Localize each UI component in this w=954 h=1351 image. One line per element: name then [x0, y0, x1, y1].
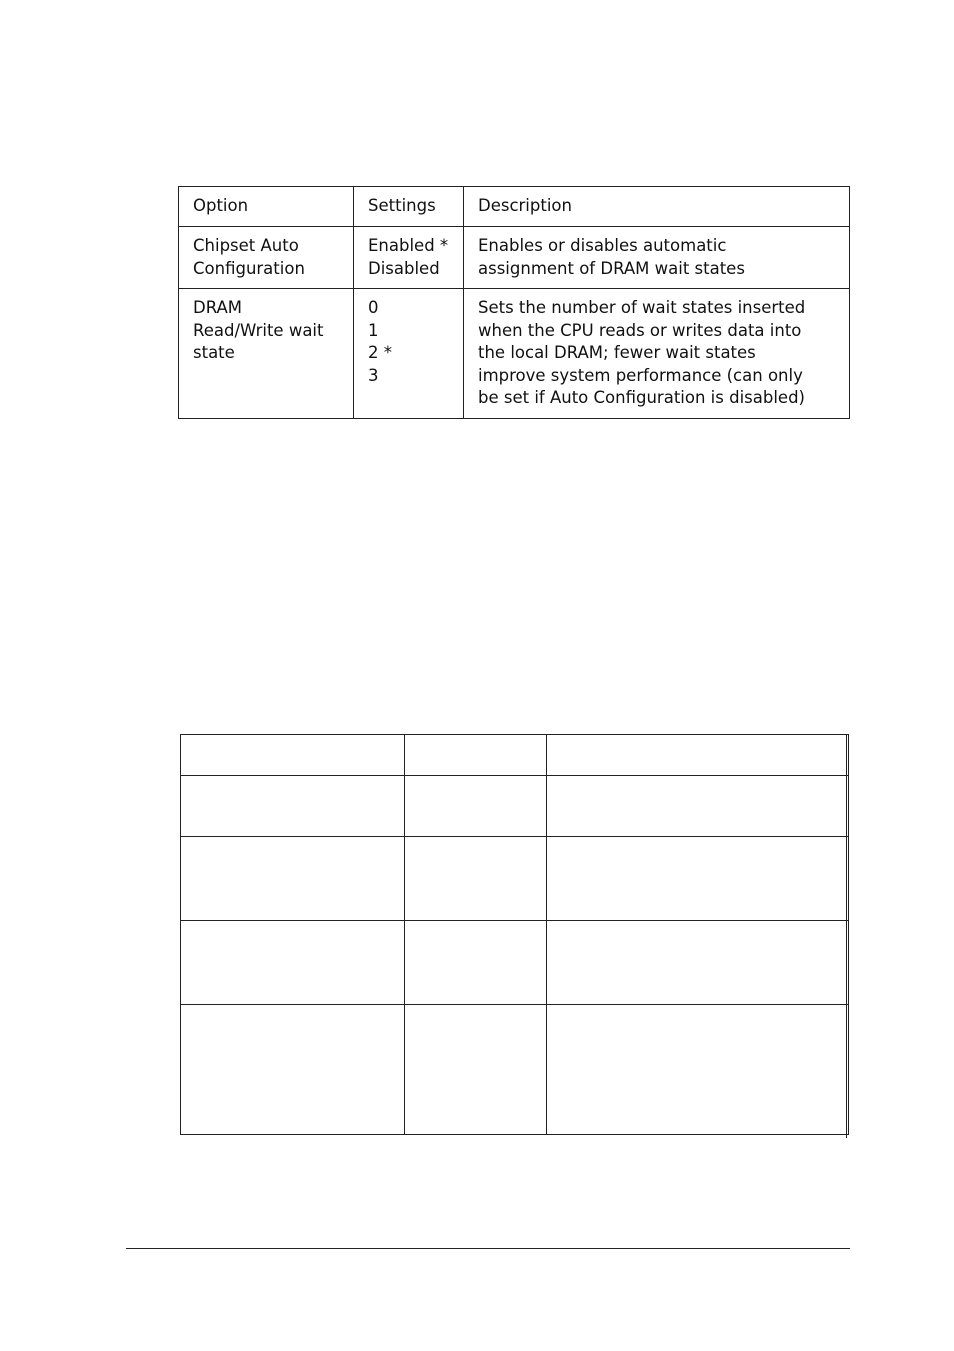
header-settings: Settings — [354, 187, 464, 227]
option-cell — [179, 289, 354, 419]
blank-cell — [405, 837, 547, 921]
blank-cell — [181, 735, 405, 776]
faded-caption-line — [185, 160, 530, 172]
setting-value: 1 — [368, 320, 379, 340]
blank-cell — [405, 735, 547, 776]
description-text: Enables or disables automatic — [478, 236, 727, 255]
option-text: Read/Write wait — [193, 320, 324, 340]
blank-table — [180, 734, 849, 1135]
description-text: improve system performance (can only — [478, 365, 803, 385]
description-text: the local DRAM; fewer wait states — [478, 343, 756, 362]
table-edge-line — [846, 734, 847, 1138]
option-text: Configuration — [193, 258, 305, 278]
header-description: Description — [464, 187, 850, 227]
blank-cell — [181, 837, 405, 921]
blank-cell — [547, 837, 849, 921]
option-text: state — [193, 343, 235, 362]
description-text: be set if Auto Configuration is disabled) — [478, 388, 805, 407]
description-text: assignment of DRAM wait states — [478, 258, 745, 278]
blank-cell — [405, 1005, 547, 1135]
setting-value: Enabled * — [368, 236, 449, 255]
table-row — [181, 735, 849, 776]
blank-cell — [547, 776, 849, 837]
table-row — [181, 1005, 849, 1135]
option-text: DRAM — [193, 298, 243, 317]
blank-cell — [547, 735, 849, 776]
header-option: Option — [179, 187, 354, 227]
footer-rule — [126, 1248, 850, 1249]
settings-cell — [354, 227, 464, 289]
table-row — [181, 921, 849, 1005]
table-row — [179, 227, 850, 289]
blank-cell — [547, 1005, 849, 1135]
table-header-row — [179, 187, 850, 227]
description-cell — [464, 289, 850, 419]
setting-value: Disabled — [368, 258, 440, 278]
description-text: Sets the number of wait states inserted — [478, 298, 806, 317]
chipset-options-table — [178, 186, 850, 419]
table-row — [179, 289, 850, 419]
option-text: Chipset Auto — [193, 236, 299, 255]
blank-cell — [181, 921, 405, 1005]
blank-cell — [181, 1005, 405, 1135]
blank-cell — [405, 776, 547, 837]
setting-value: 3 — [368, 365, 379, 385]
table-row — [181, 837, 849, 921]
table-row — [181, 776, 849, 837]
description-cell — [464, 227, 850, 289]
blank-cell — [405, 921, 547, 1005]
blank-cell — [547, 921, 849, 1005]
blank-cell — [181, 776, 405, 837]
option-cell — [179, 227, 354, 289]
setting-value: 2 * — [368, 343, 392, 362]
settings-cell — [354, 289, 464, 419]
description-text: when the CPU reads or writes data into — [478, 320, 802, 340]
setting-value: 0 — [368, 298, 379, 317]
